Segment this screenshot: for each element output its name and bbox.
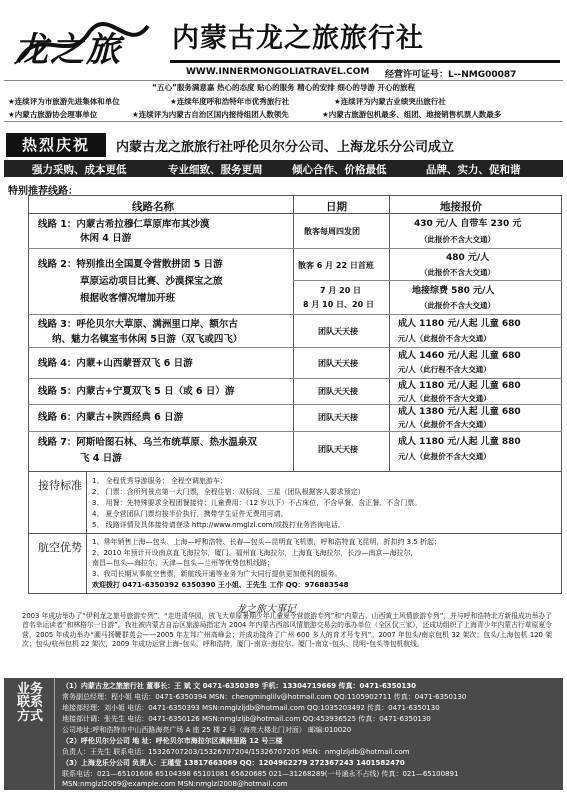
route-note: 元/人（此报价不含大交通） — [398, 420, 491, 429]
column-header-price: 地接报价 — [440, 201, 482, 213]
celebrate-badge: 热烈庆祝 — [6, 133, 106, 157]
contact-line: 地接部经理：刘小姐 电话：0471-6350393 MSN:nmglzljdb@hotmail.com QQ:1035203492 传真：0471-6350130 — [62, 704, 440, 712]
route-note: 元/人（此行程不含大交通） — [398, 365, 491, 374]
column-header-date: 日期 — [326, 201, 347, 213]
route-price: 成人 1180 元/人起 儿童 680 — [398, 381, 521, 391]
aviation-item: 2、2010 年预计开设南京直飞海拉尔，厦门、福州直飞海拉尔，上海直飞海拉尔，长沙—南京—海拉尔， — [92, 549, 418, 557]
slogan-bar-item: 专业细致、服务更周 — [168, 164, 263, 176]
contact-line: （3）上海龙乐分公司 负责人：王瑾莹 13817663069 QQ：1204962279 272367243 1401582470 — [62, 759, 405, 767]
route-date: 团队天天接 — [318, 445, 358, 454]
standard-item: 3、 用餐：先特殊要求全程团餐接待；儿童费用：（12 岁以下）不占床位，不含早餐、含正餐、不含门票。 — [92, 499, 422, 507]
route-date: 7 月 20 日 — [320, 286, 362, 295]
celebrate-title: 内蒙古龙之旅旅行社呼伦贝尔分公司、上海龙乐分公司成立 — [116, 140, 455, 155]
route-price: 地接综费 580 元/人 — [412, 286, 495, 296]
honor-item: ★内蒙古旅游包机最多、组团、地接销售机票人数最多 — [322, 110, 502, 119]
standard-item: 2、 门票：含所列景点第一大门票，全程住宿：双标间、三星（团队根据客人要求预定） — [92, 488, 365, 496]
honor-item: ★连续评为内蒙古业绩突出旅行社 — [334, 97, 446, 106]
table-divider — [28, 404, 562, 405]
route-note: （此报价不含大交通） — [420, 301, 495, 310]
table-divider — [28, 378, 562, 379]
route-name[interactable]: 线路 3：呼伦贝尔大草原、满洲里口岸、额尔古 — [38, 319, 238, 330]
slogan-bar-item: 强力采购、成本更低 — [32, 164, 127, 176]
aviation-item: 1、常年销售上海—包头、上海—呼和浩特、长春—包头—昆明直飞机票，呼和浩特直飞昆明，折扣约 3.5 折起； — [92, 538, 442, 546]
aviation-item: 南昌—包头—海拉尔，天津—包头—兰州等优势包机线路； — [92, 559, 274, 567]
route-name[interactable]: 线路 2：特别推出全国夏令营散拼团 5 日游 — [38, 259, 223, 270]
route-name: 飞 4 日游 — [80, 453, 122, 464]
route-date: 团队天天接 — [318, 359, 358, 368]
section-label: 特别推荐线路： — [8, 186, 78, 197]
logo-text: 龙之旅 — [14, 30, 122, 70]
contact-line: MSN:nmglzl2009@example.com MSN:nmglzl2008@hotmail.com — [62, 780, 288, 788]
route-note: 元/人（此报价不含大交通） — [398, 394, 491, 403]
route-name: 纳、魅力名镇室韦休闲 5日游（双飞或四飞） — [52, 334, 243, 345]
route-price: 成人 1380 元/人起 儿童 680 — [398, 407, 521, 417]
column-header-name: 线路名称 — [132, 201, 174, 213]
events-text: 2003 年成功举办了“伊利龙之旅号旅游专列”、“走进清华园，放飞大草原暑期少年儿童夏令营旅游专列”和“内蒙古、山西黄土风情旅游专列”，并与呼和浩特北方新报成功举办了首名幸运读者”和林格尔一日游”。我社被内蒙古自治区旅游局指定为 2004 年内蒙古西部风情旅游交易会的承办单位（全区仅三家），还成功组织了上海青少年内蒙古行草原夏令营，2005 年成功举办“潮马扬鞭群英会——2005 年左邦广州高峰会；并成功接待了广州 600 多人的育才号专列”。2007 年包头/南京包机 32 架次；包头/上海包机 120 架次；包头/杭州包机 22 架次，2009 年成功运营上海–包头、呼和浩特，厦门–南京–海拉尔、厦门–南京–包头、昆明–包头等包机航线。 — [22, 612, 552, 649]
route-name[interactable]: 线路 7：阿斯哈图石林、乌兰布统草原、热水温泉双 — [38, 437, 257, 448]
slogan-bar-item: 倾心合作、价格最低 — [292, 164, 387, 176]
table-divider — [293, 280, 562, 281]
contact-label: 业务联系方式 — [16, 682, 43, 724]
route-note: 元/人（此报价不含大交通） — [398, 452, 491, 461]
route-date: 团队天天接 — [318, 387, 358, 396]
route-name[interactable]: 线路 1：内蒙古希拉穆仁草原库布其沙漠 — [38, 219, 210, 230]
route-date: 8 月 10 日、20 日 — [303, 300, 374, 309]
route-name: 休闲 4 日游 — [80, 233, 132, 244]
contact-divider — [54, 678, 55, 790]
table-divider — [28, 347, 562, 348]
standard-item: 4、 夏令营团队门票均按半价执行，携带学生证件无费用可请。 — [92, 510, 288, 518]
standard-item: 1、 全程优秀导游服务； 全程空调旅游车； — [92, 477, 227, 485]
aviation-item: 3、我司长期从事航空售票，新航线开通等业务为广大同行提供更加便利的服务。 — [92, 570, 342, 578]
route-date: 团队天天接 — [318, 413, 358, 422]
route-date: 团队天天接 — [318, 327, 358, 336]
website-link[interactable]: WWW.INNERMONGOLIATRAVEL.COM — [186, 67, 370, 77]
route-date: 散客 6 月 22 日首班 — [298, 261, 374, 270]
route-price: 成人 1460 元/人起 儿童 680 — [398, 351, 521, 361]
standard-item[interactable]: 5、 线路详情及具体接待请登录 http://www.nmglzl.com/或拨打业务咨询电话。 — [92, 521, 345, 529]
contact-line: 负责人：王先生 联系电话：15326707203/15326707204/15326707205 MSN：nmglzljdb@hotmail.com — [62, 748, 410, 756]
company-title: 内蒙古龙之旅旅行社 — [172, 23, 424, 54]
slogan-bar-item: 品牌、实力、促和谐 — [426, 164, 521, 176]
honor-item: ★连续评为市旅游先进集体和单位 — [8, 97, 120, 106]
aviation-label: 航空优势 — [38, 541, 82, 554]
route-name[interactable]: 线路 6：内蒙古+陕西经典 6 日游 — [38, 412, 184, 423]
route-price: 成人 1180 元/人起 儿童 880 — [398, 437, 521, 447]
route-note: （此报价不含大交通） — [420, 235, 495, 244]
route-name: 根据收客情况增加开班 — [80, 293, 176, 304]
contact-line: 联系电话：021—65101606 65104398 65101081 65620685 021—31268289(一号通永不占线) 传真：021—65100891 — [62, 770, 459, 778]
contact-line: （2）呼伦贝尔分公司 地 址：呼伦贝尔市海拉尔区满洲里路 12 号三楼 — [62, 737, 283, 745]
route-date: 散客每周四发团 — [304, 227, 360, 236]
honor-item: ★连续评为内蒙古自治区国内接待组团人数领先 — [132, 110, 289, 119]
route-name[interactable]: 线路 5：内蒙古+宁夏双飞 5 日（或 6 日）游 — [38, 386, 235, 397]
route-name: 草原运动项目比赛、沙漠探宝之旅 — [80, 276, 223, 287]
table-divider — [28, 248, 562, 249]
route-price: 成人 1180 元/人起 儿童 680 — [398, 319, 521, 329]
header-rule — [170, 60, 560, 63]
contact-line: 地接部计调：张先生 电话：0471-6350126 MSN:nmglzljb@hotmail.com QQ:453936525 传真：0471-6350130 — [62, 715, 431, 723]
events-title: 龙之旅大事记 — [236, 604, 296, 615]
route-note: （此报价不含大交通） — [420, 268, 495, 277]
standards-label: 接待标准 — [38, 479, 82, 492]
table-divider — [28, 314, 562, 315]
contact-line: 常务副总经理：程小姐 电话：0471-6350394 MSN：chengminglilv@hotmail.com QQ:1105902711 传真：0471-6350130 — [62, 693, 467, 701]
route-price: 480 元/人 — [446, 253, 490, 263]
route-price: 430 元/人 自带车 230 元 — [414, 219, 522, 229]
license-number: 经营许可证号：L--NMG00087 — [385, 70, 517, 80]
honor-item: ★连续年度呼和浩特年市优秀旅行社 — [170, 97, 290, 106]
honor-item: ★内蒙古旅游协会理事单位 — [8, 110, 98, 119]
aviation-hotline: 欢迎拨打 0471-6350392 6350390 王小姐、王先生 工作 QQ：976883548 — [92, 581, 349, 589]
service-slogan: “五心”服务满意嘉 热心的态度 贴心的服务 精心的安排 细心的导游 开心的旅程 — [152, 83, 415, 92]
contact-line: 公司地址:呼和浩特市中山西路海亮广场 A 座 25 楼 2 号（海亮大楼北门对面） 邮编:010020 — [62, 726, 352, 734]
contact-line: （1）内蒙古龙之旅旅行社 董事长：王 斌 文 0471-6350389 手机：13304719669 传真：0471-6350130 — [62, 682, 417, 690]
route-note: 元/人（此报价不含大交通） — [398, 334, 491, 343]
table-divider — [28, 431, 562, 432]
route-name[interactable]: 线路 4：内蒙+山西蒙晋双飞 6 日游 — [38, 358, 193, 369]
